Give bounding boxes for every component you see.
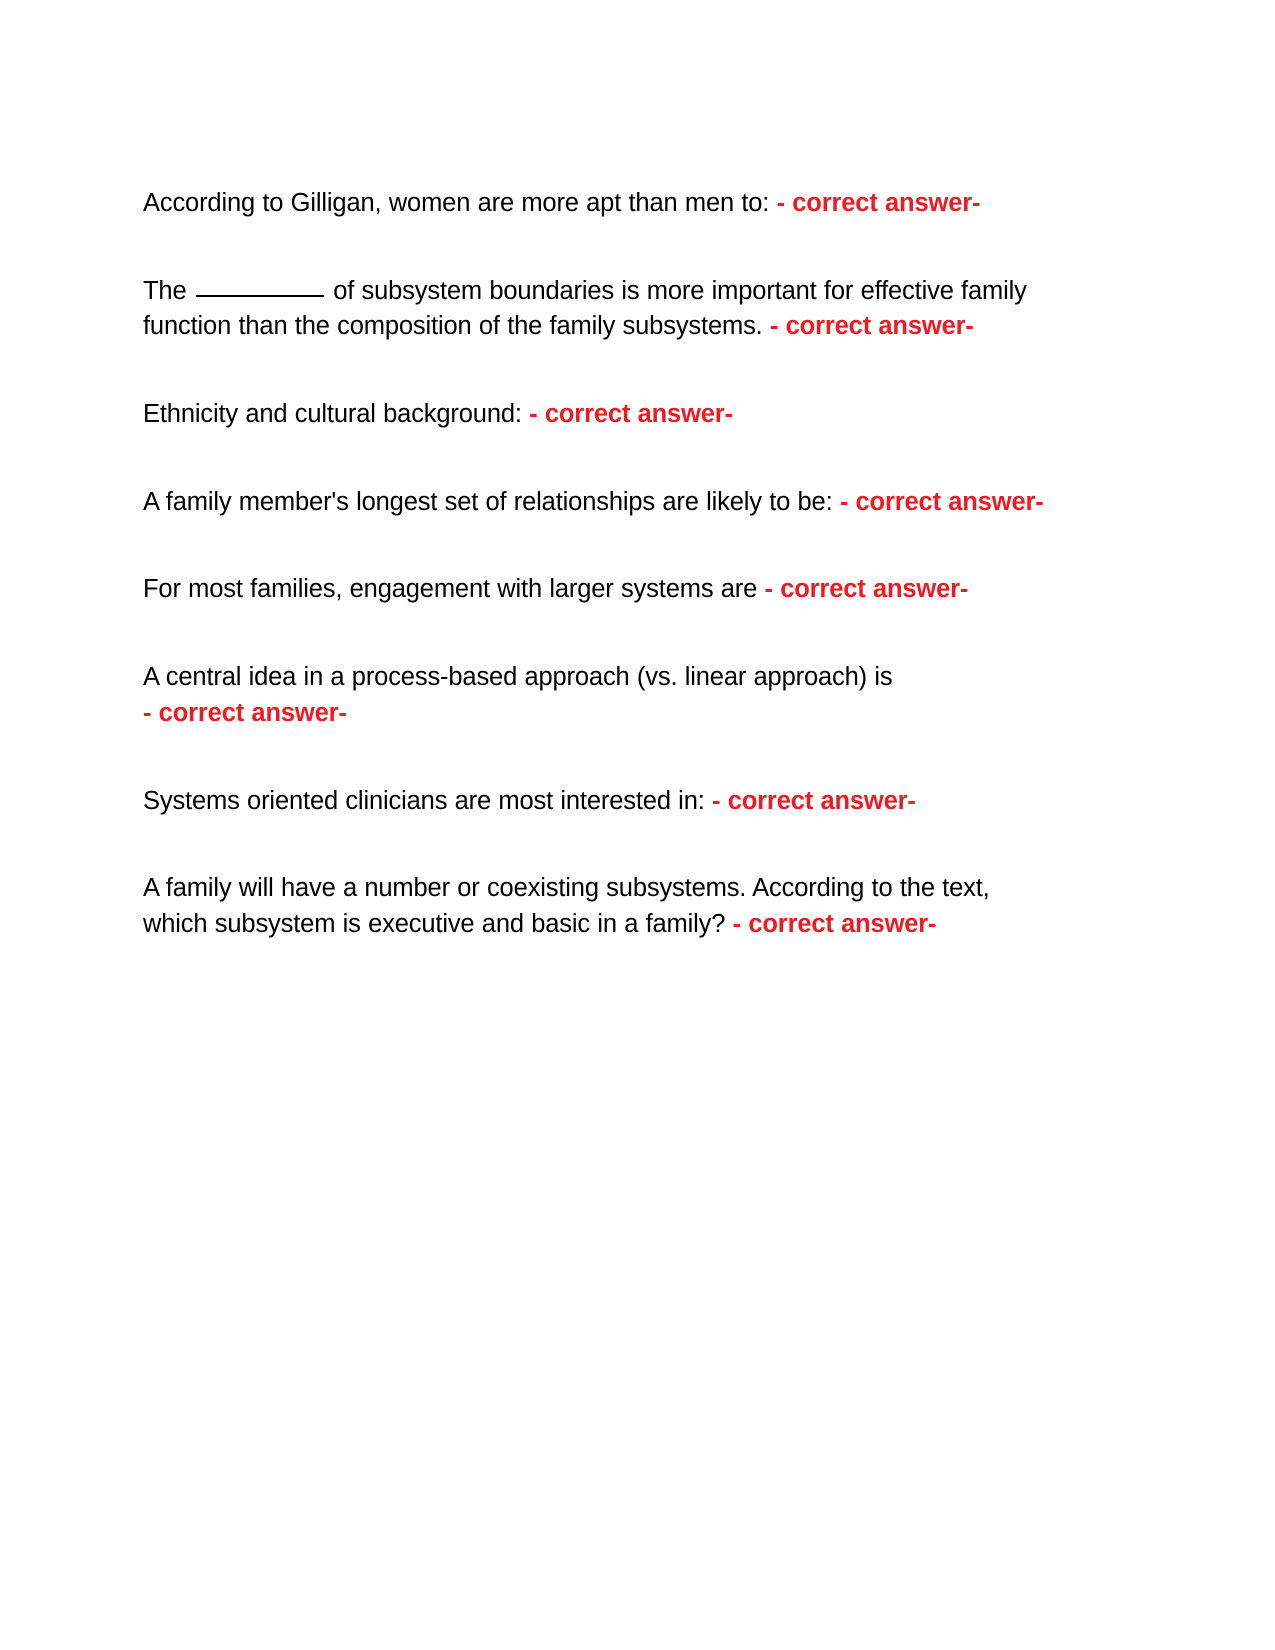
question-text-suffix: of subsystem boundaries is more important for effective family function than the composition of the family subsystems. xyxy=(143,276,1027,341)
qa-block-systems-oriented-clinicians xyxy=(143,784,1053,820)
question-text: According to Gilligan, women are more apt than men to: xyxy=(143,189,770,217)
correct-answer-marker: - correct answer- xyxy=(769,312,974,341)
qa-block-subsystem-boundaries xyxy=(143,274,1053,345)
qa-block-larger-systems xyxy=(143,572,1053,608)
question-text: A central idea in a process-based approach (vs. linear approach) is xyxy=(143,663,893,692)
question-text: Ethnicity and cultural background: xyxy=(143,400,522,429)
qa-block-process-based-approach xyxy=(143,660,1053,731)
question-text: For most families, engagement with larger systems are xyxy=(143,575,758,604)
fill-in-blank xyxy=(196,295,324,297)
correct-answer-marker: - correct answer- xyxy=(839,487,1044,516)
correct-answer-marker: - correct answer- xyxy=(529,400,733,429)
document-body xyxy=(143,186,1053,943)
question-text: A family will have a number or coexisting subsystems. According to the text, which subsystem is executive and basic in a family? xyxy=(143,874,990,938)
qa-block-executive-subsystem xyxy=(143,871,1053,942)
qa-block-gilligan xyxy=(143,186,1053,222)
qa-block-longest-relationships xyxy=(143,485,1053,521)
correct-answer-marker: - correct answer- xyxy=(143,698,347,727)
question-text-prefix: The xyxy=(143,276,187,305)
correct-answer-marker: - correct answer- xyxy=(776,189,981,217)
correct-answer-marker: - correct answer- xyxy=(764,575,969,604)
qa-block-ethnicity xyxy=(143,397,1053,433)
correct-answer-marker: - correct answer- xyxy=(712,786,916,815)
question-text: A family member's longest set of relationships are likely to be: xyxy=(143,487,833,516)
question-text: Systems oriented clinicians are most interested in: xyxy=(143,786,705,815)
correct-answer-marker: - correct answer- xyxy=(732,909,937,938)
